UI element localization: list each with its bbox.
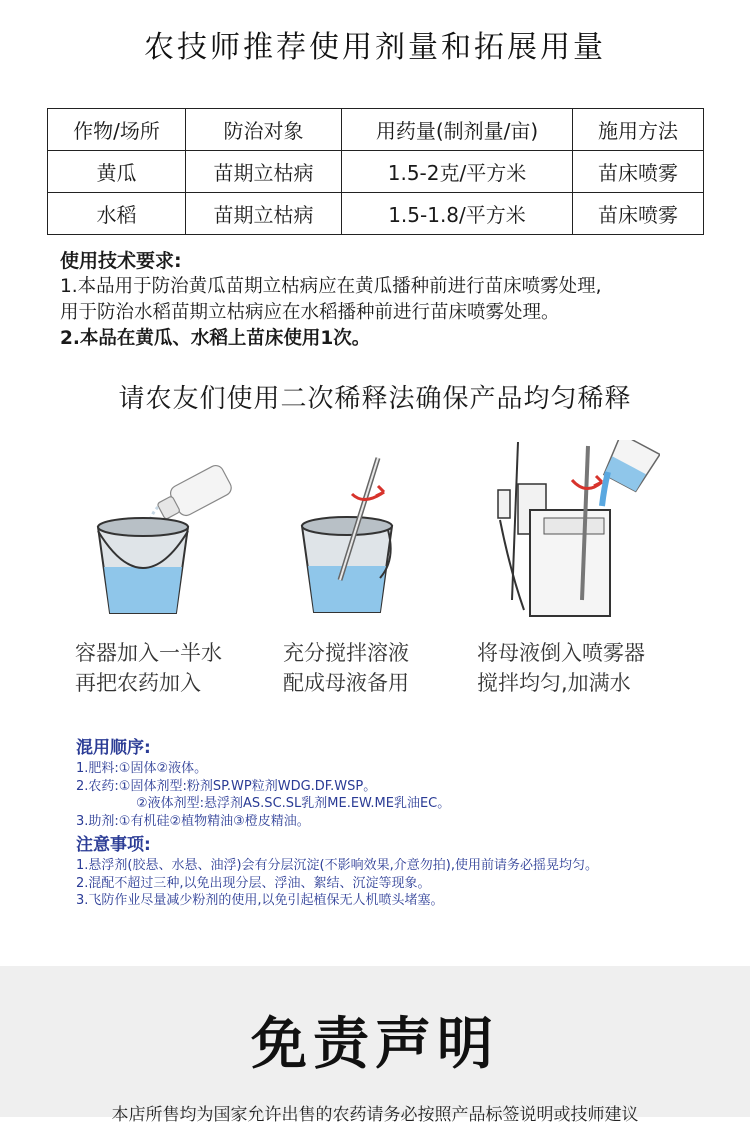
table-cell: 1.5-1.8/平方米 xyxy=(342,193,573,235)
bucket-pour-illustration xyxy=(88,455,248,625)
bucket-icon xyxy=(98,518,188,613)
requirements-line: 1.本品用于防治黄瓜苗期立枯病应在黄瓜播种前进行苗床喷雾处理, xyxy=(60,276,602,297)
notes-line: 2.混配不超过三种,以免出现分层、浮油、絮结、沉淀等现象。 xyxy=(76,875,431,891)
table-cell: 水稻 xyxy=(48,193,186,235)
step-caption-line: 容器加入一半水 xyxy=(75,641,222,665)
requirements-line: 用于防治水稻苗期立枯病应在水稻播种前进行苗床喷雾处理。 xyxy=(60,302,560,323)
notes-heading: 注意事项: xyxy=(76,835,151,855)
table-header: 用药量(制剂量/亩) xyxy=(342,109,573,151)
page-title: 农技师推荐使用剂量和拓展用量 xyxy=(144,30,606,65)
table-cell: 苗床喷雾 xyxy=(573,151,704,193)
step-caption-line: 充分搅拌溶液 xyxy=(283,641,409,665)
dilution-title: 请农友们使用二次稀释法确保产品均匀稀释 xyxy=(118,384,632,414)
dosage-table xyxy=(47,108,704,235)
table-cell: 苗期立枯病 xyxy=(186,193,342,235)
disclaimer-text: 本店所售均为国家允许出售的农药请务必按照产品标签说明或技师建议 xyxy=(111,1105,639,1125)
table-header: 施用方法 xyxy=(573,109,704,151)
step-caption xyxy=(477,638,645,698)
pour-stream xyxy=(602,472,608,506)
table-header: 作物/场所 xyxy=(48,109,186,151)
bucket-stir-illustration xyxy=(296,450,416,625)
table-row xyxy=(48,151,704,193)
sprayer-pour-illustration xyxy=(490,440,660,620)
mixing-heading: 混用顺序: xyxy=(76,738,151,758)
requirements-heading: 使用技术要求: xyxy=(60,250,182,272)
pesticide-bottle-icon xyxy=(154,463,234,526)
mixing-line: 1.肥料:①固体②液体。 xyxy=(76,761,208,776)
sprayer-icon xyxy=(498,442,610,616)
table-header-row xyxy=(48,109,704,151)
notes-line: 1.悬浮剂(胶悬、水悬、油浮)会有分层沉淀(不影响效果,介意勿拍),使用前请务必摇晃均匀。 xyxy=(76,858,598,873)
mixing-notes xyxy=(76,736,736,910)
disclaimer-title: 免责声明 xyxy=(251,1011,499,1077)
table-cell: 苗床喷雾 xyxy=(573,193,704,235)
requirements-line: 2.本品在黄瓜、水稻上苗床使用1次。 xyxy=(60,328,371,349)
table-cell: 苗期立枯病 xyxy=(186,151,342,193)
mixing-line: 3.助剂:①有机硅②植物精油③橙皮精油。 xyxy=(76,813,310,829)
step-caption-line: 再把农药加入 xyxy=(75,671,201,695)
table-cell: 1.5-2克/平方米 xyxy=(342,151,573,193)
usage-requirements xyxy=(60,248,720,352)
table-cell: 黄瓜 xyxy=(48,151,186,193)
notes-line: 3.飞防作业尽量减少粉剂的使用,以免引起植保无人机喷头堵塞。 xyxy=(76,893,444,908)
measuring-jug-icon xyxy=(600,440,660,493)
mixing-line: 2.农药:①固体剂型:粉剂SP.WP粒剂WDG.DF.WSP。 xyxy=(76,778,377,794)
step-caption-line: 将母液倒入喷雾器 xyxy=(477,641,645,665)
step-caption-line: 搅拌均匀,加满水 xyxy=(477,671,631,695)
step-caption xyxy=(75,638,222,698)
mixing-line: ②液体剂型:悬浮剂AS.SC.SL乳剂ME.EW.ME乳油EC。 xyxy=(136,796,451,811)
table-row xyxy=(48,193,704,235)
step-caption xyxy=(283,638,409,698)
table-header: 防治对象 xyxy=(186,109,342,151)
step-caption-line: 配成母液备用 xyxy=(283,671,409,695)
